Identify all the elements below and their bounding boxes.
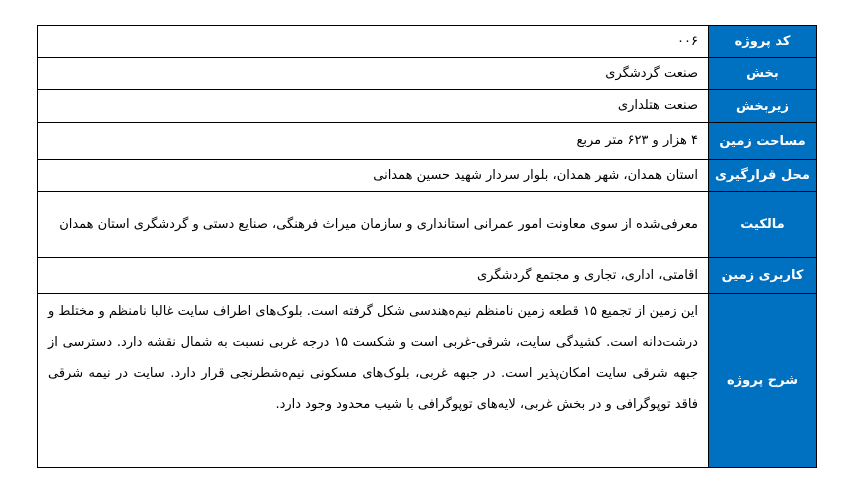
label-ownership: مالکیت xyxy=(709,192,817,258)
value-land-use: اقامتی، اداری، تجاری و مجتمع گردشگری xyxy=(38,258,709,294)
label-project-code: کد پروژه xyxy=(709,26,817,58)
project-info-sheet xyxy=(37,25,817,468)
label-location: محل قرارگیری xyxy=(709,160,817,192)
label-land-use: کاربری زمین xyxy=(709,258,817,294)
value-ownership: معرفی‌شده از سوی معاونت امور عمرانی استانداری و سازمان میراث فرهنگی، صنایع دستی و گردشگری استان همدان xyxy=(38,192,709,258)
row-land-use xyxy=(38,258,817,294)
row-land-area xyxy=(38,123,817,160)
label-subsector: زیربخش xyxy=(709,90,817,123)
row-location xyxy=(38,160,817,192)
value-location: استان همدان، شهر همدان، بلوار سردار شهید حسین همدانی xyxy=(38,160,709,192)
value-sector: صنعت گردشگری xyxy=(38,58,709,90)
row-ownership xyxy=(38,192,817,258)
project-info-table xyxy=(37,25,817,468)
row-subsector xyxy=(38,90,817,123)
label-sector: بخش xyxy=(709,58,817,90)
value-subsector: صنعت هتلداری xyxy=(38,90,709,123)
value-land-area: ۴ هزار و ۶۲۳ متر مربع xyxy=(38,123,709,160)
value-project-code: ۰۰۶ xyxy=(38,26,709,58)
row-project-code xyxy=(38,26,817,58)
value-description: این زمین از تجمیع ۱۵ قطعه زمین نامنظم نیم‌ه‌هندسی شکل گرفته است. بلوک‌های اطراف سایت غالبا نامنظم و مختلط و درشت‌دانه است. کشیدگی سایت، شرقی-غربی است و شکست ۱۵ درجه غربی نسبت به شمال نقشه دارد. دسترسی از جبهه شرقی سایت امکان‌پذیر است. در جبهه غربی، بلوک‌های مسکونی نیم‌ه‌شطرنجی قرار دارد. سایت در نیمه شرقی فاقد توپوگرافی و در بخش غربی، لایه‌های توپوگرافی با شیب محدود وجود دارد. xyxy=(38,294,709,468)
row-description xyxy=(38,294,817,468)
row-sector xyxy=(38,58,817,90)
label-land-area: مساحت زمین xyxy=(709,123,817,160)
label-description: شرح پروژه xyxy=(709,294,817,468)
